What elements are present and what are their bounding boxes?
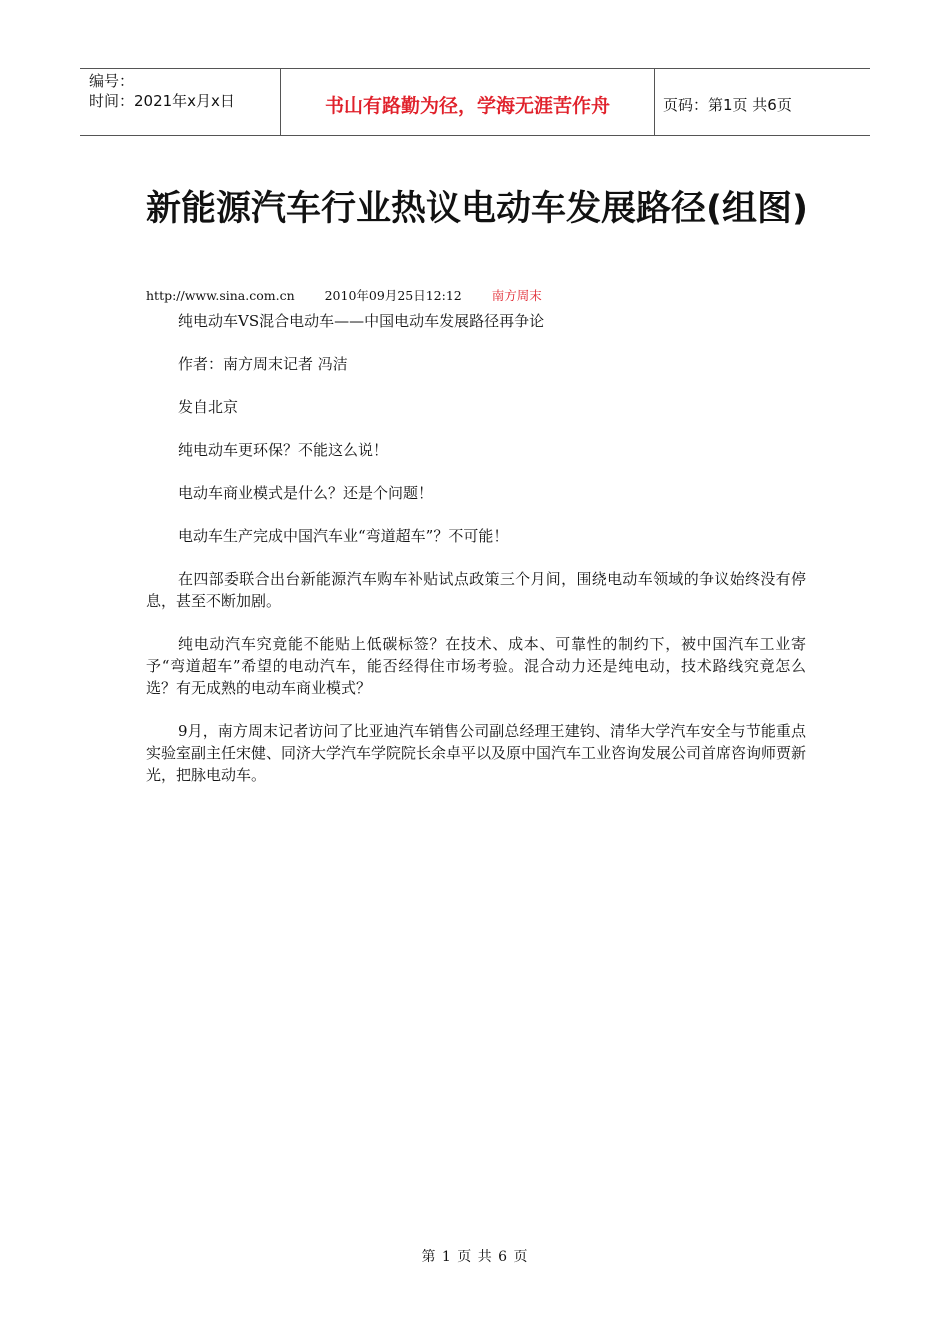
article-paragraph: 纯电动车VS混合电动车——中国电动车发展路径再争论	[178, 312, 545, 330]
article-paragraph: 作者：南方周末记者 冯洁	[178, 355, 348, 373]
article-paragraph: 纯电动车更环保？不能这么说！	[178, 441, 389, 459]
article-paragraph: 9月，南方周末记者访问了比亚迪汽车销售公司副总经理王建钧、清华大学汽车安全与节能重点实验室副主任宋健、同济大学汽车学院院长余卓平以及原中国汽车工业咨询发展公司首席咨询师贾新光，把脉电动车。	[146, 722, 807, 784]
header-motto: 书山有路勤为径，学海无涯苦作舟	[281, 69, 655, 135]
page-footer: 第 1 页 共 6 页	[421, 1249, 529, 1265]
article-paragraph: 电动车生产完成中国汽车业“弯道超车”？不可能！	[178, 527, 509, 545]
document-number-label: 编号：	[89, 72, 135, 90]
document-header-table	[80, 68, 870, 136]
article-datetime: 2010年09月25日12:12	[324, 288, 462, 303]
header-page-info: 页码：第1页 共6页	[663, 95, 792, 114]
article-source-name[interactable]: 南方周末	[491, 288, 542, 303]
article-title: 新能源汽车行业热议电动车发展路径(组图)	[146, 189, 808, 229]
article-paragraph: 在四部委联合出台新能源汽车购车补贴试点政策三个月间，围绕电动车领域的争议始终没有停息，甚至不断加剧。	[146, 570, 806, 610]
article-body	[146, 310, 806, 807]
article-paragraph: 电动车商业模式是什么？还是个问题！	[178, 484, 434, 502]
article-paragraph: 发自北京	[178, 398, 239, 416]
article-paragraph: 纯电动汽车究竟能不能贴上低碳标签？在技术、成本、可靠性的制约下，被中国汽车工业寄予“弯道超车”希望的电动汽车，能否经得住市场考验。混合动力还是纯电动，技术路线究竟怎么选？有无成熟的电动车商业模式？	[146, 635, 806, 697]
document-time-label: 时间：2021年x月x日	[89, 92, 235, 110]
header-meta-cell	[80, 69, 281, 135]
article-meta	[146, 288, 542, 304]
article-source-url[interactable]: http://www.sina.com.cn	[146, 288, 295, 303]
